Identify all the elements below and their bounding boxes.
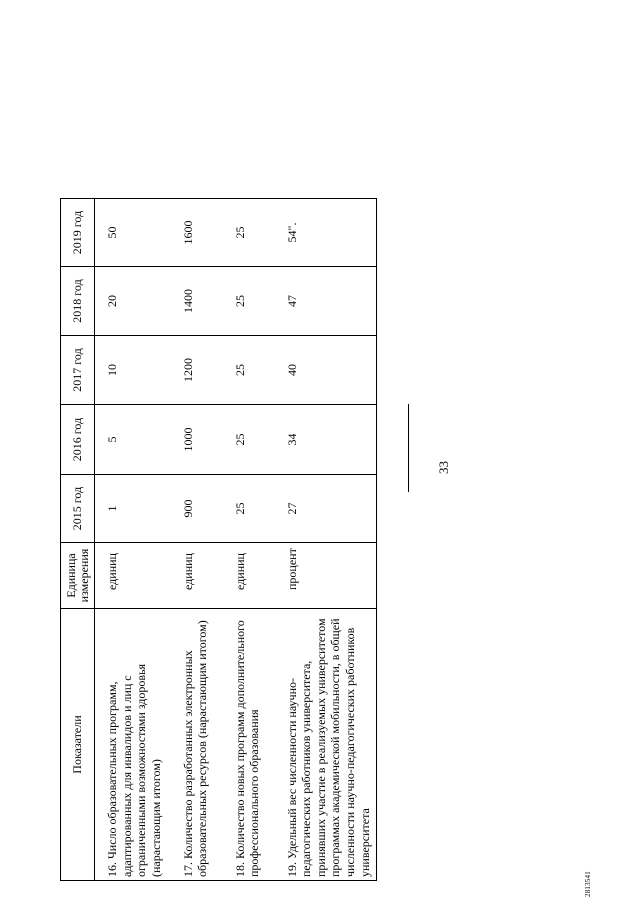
value-cell: 34 bbox=[275, 405, 377, 475]
value-cell: 1 bbox=[95, 475, 171, 543]
indicators-table bbox=[60, 198, 377, 881]
divider-line bbox=[408, 404, 409, 492]
value-cell: 40 bbox=[275, 336, 377, 405]
value-cell: 25 bbox=[223, 336, 275, 405]
header-indicator: Показатели bbox=[61, 609, 95, 881]
value-cell: 900 bbox=[171, 475, 223, 543]
header-unit: Единица измерения bbox=[61, 543, 95, 609]
value-cell: 50 bbox=[95, 199, 171, 267]
unit-cell: единиц bbox=[95, 543, 171, 609]
table-row bbox=[171, 199, 223, 881]
value-cell: 25 bbox=[223, 267, 275, 336]
unit-cell: процент bbox=[275, 543, 377, 609]
value-cell: 1000 bbox=[171, 405, 223, 475]
page-number: 33 bbox=[436, 461, 451, 474]
header-year: 2019 год bbox=[61, 199, 95, 267]
document-code: 2813541 bbox=[584, 871, 592, 897]
value-cell: 1600 bbox=[171, 199, 223, 267]
table-row bbox=[95, 199, 171, 881]
table-row bbox=[275, 199, 377, 881]
header-year: 2018 год bbox=[61, 267, 95, 336]
value-cell: 25 bbox=[223, 199, 275, 267]
table-header-row bbox=[61, 199, 95, 881]
value-cell: 20 bbox=[95, 267, 171, 336]
header-year: 2017 год bbox=[61, 336, 95, 405]
indicator-cell: 16. Число образовательных программ, адаптированных для инвалидов и лиц с ограниченными возможностями здоровья (нарастающим итогом) bbox=[95, 609, 171, 881]
value-cell: 1400 bbox=[171, 267, 223, 336]
value-cell: 27 bbox=[275, 475, 377, 543]
value-cell: 25 bbox=[223, 405, 275, 475]
header-year: 2016 год bbox=[61, 405, 95, 475]
indicator-cell: 19. Удельный вес численности научно-педагогических работников университета, принявших участие в реализуемых университетом программах академической мобильности, в общей численности научно-педагогических работников университета bbox=[275, 609, 377, 881]
value-cell: 54". bbox=[275, 199, 377, 267]
value-cell: 10 bbox=[95, 336, 171, 405]
indicator-cell: 18. Количество новых программ дополнительного профессионального образования bbox=[223, 609, 275, 881]
value-cell: 47 bbox=[275, 267, 377, 336]
value-cell: 25 bbox=[223, 475, 275, 543]
table-row bbox=[223, 199, 275, 881]
header-year: 2015 год bbox=[61, 475, 95, 543]
indicator-cell: 17. Количество разработанных электронных образовательных ресурсов (нарастающим итогом) bbox=[171, 609, 223, 881]
value-cell: 1200 bbox=[171, 336, 223, 405]
unit-cell: единиц bbox=[223, 543, 275, 609]
unit-cell: единиц bbox=[171, 543, 223, 609]
value-cell: 5 bbox=[95, 405, 171, 475]
